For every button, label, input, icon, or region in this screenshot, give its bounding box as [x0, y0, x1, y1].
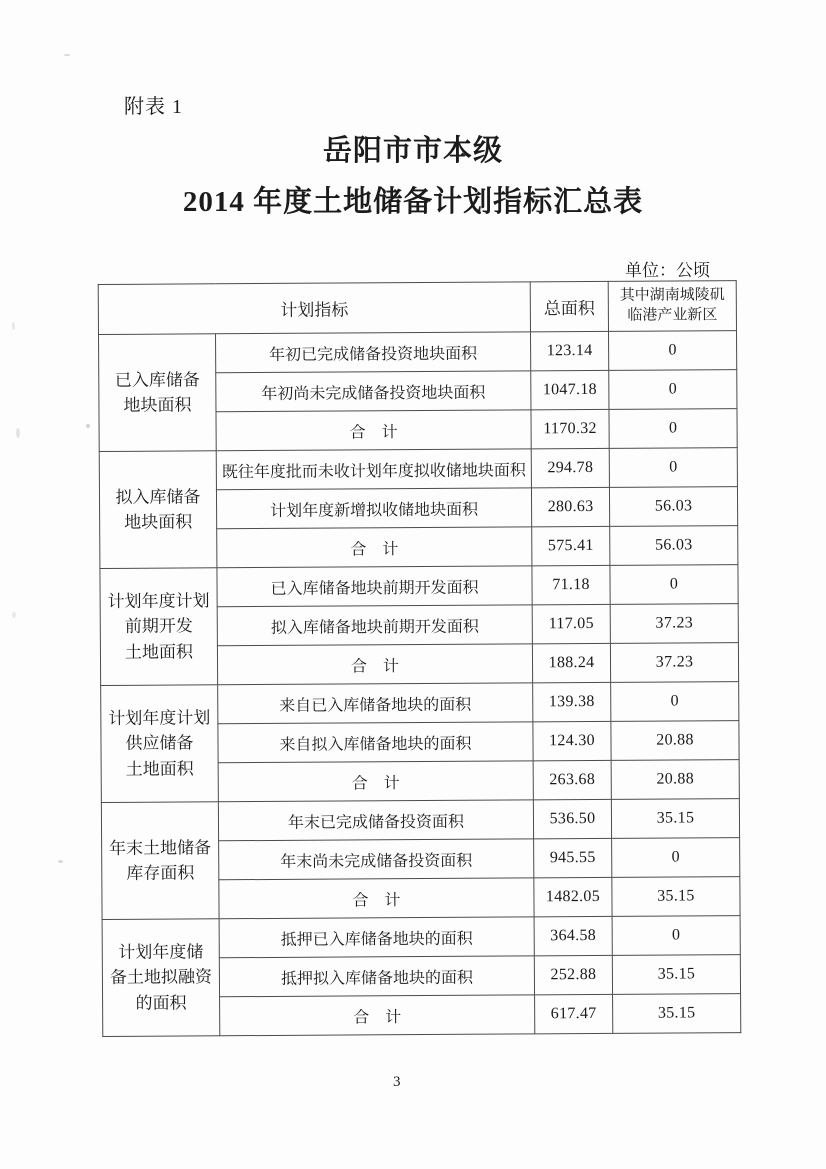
subarea-cell: 20.88: [611, 721, 739, 761]
subarea-cell: 0: [611, 682, 739, 722]
subarea-cell: 0: [610, 565, 738, 605]
group-label-supply: 计划年度计划 供应储备 土地面积: [101, 685, 219, 803]
scan-artifact: [58, 860, 63, 863]
subtotal-label: 合 计: [217, 644, 532, 685]
total-area-cell: 536.50: [533, 799, 611, 838]
subarea-cell: 35.15: [611, 799, 739, 839]
subarea-cell: 0: [609, 448, 737, 488]
total-area-cell: 263.68: [533, 760, 611, 799]
indicator-cell: 既往年度批而未收计划年度拟收储地块面积: [216, 449, 531, 490]
subarea-cell: 56.03: [609, 487, 737, 527]
unit-label: 单位：公顷: [625, 261, 710, 280]
indicator-cell: 年末已完成储备投资面积: [218, 800, 533, 841]
indicator-cell: 抵押已入库储备地块的面积: [219, 917, 534, 958]
subarea-cell: 37.23: [610, 643, 738, 683]
indicator-cell: 年末尚未完成储备投资面积: [219, 839, 534, 880]
group-label-planned-plots: 拟入库储备 地块面积: [99, 451, 217, 569]
scan-artifact: [16, 428, 20, 438]
total-area-cell: 294.78: [531, 448, 609, 487]
total-area-cell: 1170.32: [531, 409, 609, 448]
indicator-cell: 拟入库储备地块前期开发面积: [217, 605, 532, 646]
table-row: [101, 682, 739, 725]
subtotal-label: 合 计: [217, 527, 532, 568]
subarea-cell: 0: [609, 370, 737, 410]
total-area-cell: 252.88: [534, 955, 612, 994]
indicator-cell: 来自已入库储备地块的面积: [218, 683, 533, 724]
scan-artifact: [64, 54, 70, 56]
indicator-cell: 抵押拟入库储备地块的面积: [219, 956, 534, 997]
page-number: 3: [393, 1074, 401, 1090]
table-row: [99, 448, 737, 491]
group-label-financing: 计划年度储 备土地拟融资 的面积: [102, 919, 220, 1037]
indicator-cell: 已入库储备地块前期开发面积: [217, 566, 532, 607]
subarea-cell: 37.23: [610, 604, 738, 644]
group-label-predevelopment: 计划年度计划 前期开发 土地面积: [100, 568, 218, 686]
group-label-stored-plots: 已入库储备 地块面积: [99, 334, 217, 452]
table-row: [101, 799, 739, 842]
header-subarea: 其中湖南城陵矶 临港产业新区: [608, 281, 736, 332]
indicator-cell: 来自拟入库储备地块的面积: [218, 722, 533, 763]
total-area-cell: 280.63: [531, 487, 609, 526]
total-area-cell: 71.18: [532, 565, 610, 604]
subtotal-label: 合 计: [219, 878, 534, 919]
subarea-cell: 35.15: [612, 955, 740, 995]
total-area-cell: 123.14: [531, 331, 609, 370]
document-title-line2: 2014 年度土地储备计划指标汇总表: [182, 186, 644, 218]
total-area-cell: 117.05: [532, 604, 610, 643]
document-title-line1: 岳阳市市本级: [322, 135, 503, 167]
table-row: [99, 331, 737, 374]
total-area-cell: 139.38: [533, 682, 611, 721]
total-area-cell: 1047.18: [531, 370, 609, 409]
subarea-cell: 0: [612, 916, 740, 956]
indicator-cell: 年初尚未完成储备投资地块面积: [216, 371, 531, 412]
subarea-cell: 0: [612, 838, 740, 878]
indicator-cell: 年初已完成储备投资地块面积: [216, 332, 531, 373]
subtotal-label: 合 计: [218, 761, 533, 802]
header-total-area: 总面积: [530, 281, 608, 331]
summary-table: [98, 280, 742, 1037]
group-label-yearend-inventory: 年末土地储备 库存面积: [101, 802, 219, 920]
subarea-cell: 35.15: [612, 877, 740, 917]
summary-table-container: [98, 280, 742, 1037]
subtotal-label: 合 计: [216, 410, 531, 451]
total-area-cell: 188.24: [532, 643, 610, 682]
total-area-cell: 945.55: [534, 838, 612, 877]
subarea-cell: 56.03: [610, 526, 738, 566]
subarea-cell: 0: [609, 409, 737, 449]
scan-artifact: [12, 612, 16, 618]
appendix-label: 附表 1: [124, 96, 183, 118]
header-plan-indicator: 计划指标: [98, 282, 530, 335]
scan-artifact: [86, 424, 90, 428]
scan-artifact: [12, 322, 15, 330]
subarea-cell: 0: [608, 331, 736, 371]
table-row: [102, 916, 740, 959]
total-area-cell: 1482.05: [534, 877, 612, 916]
subarea-cell: 35.15: [613, 994, 741, 1034]
table-row: [100, 565, 738, 608]
indicator-cell: 计划年度新增拟收储地块面积: [216, 488, 531, 529]
subarea-cell: 20.88: [611, 760, 739, 800]
total-area-cell: 364.58: [534, 916, 612, 955]
subtotal-label: 合 计: [220, 995, 535, 1036]
total-area-cell: 124.30: [533, 721, 611, 760]
table-header-row: [98, 281, 736, 335]
total-area-cell: 575.41: [532, 526, 610, 565]
total-area-cell: 617.47: [535, 994, 613, 1033]
